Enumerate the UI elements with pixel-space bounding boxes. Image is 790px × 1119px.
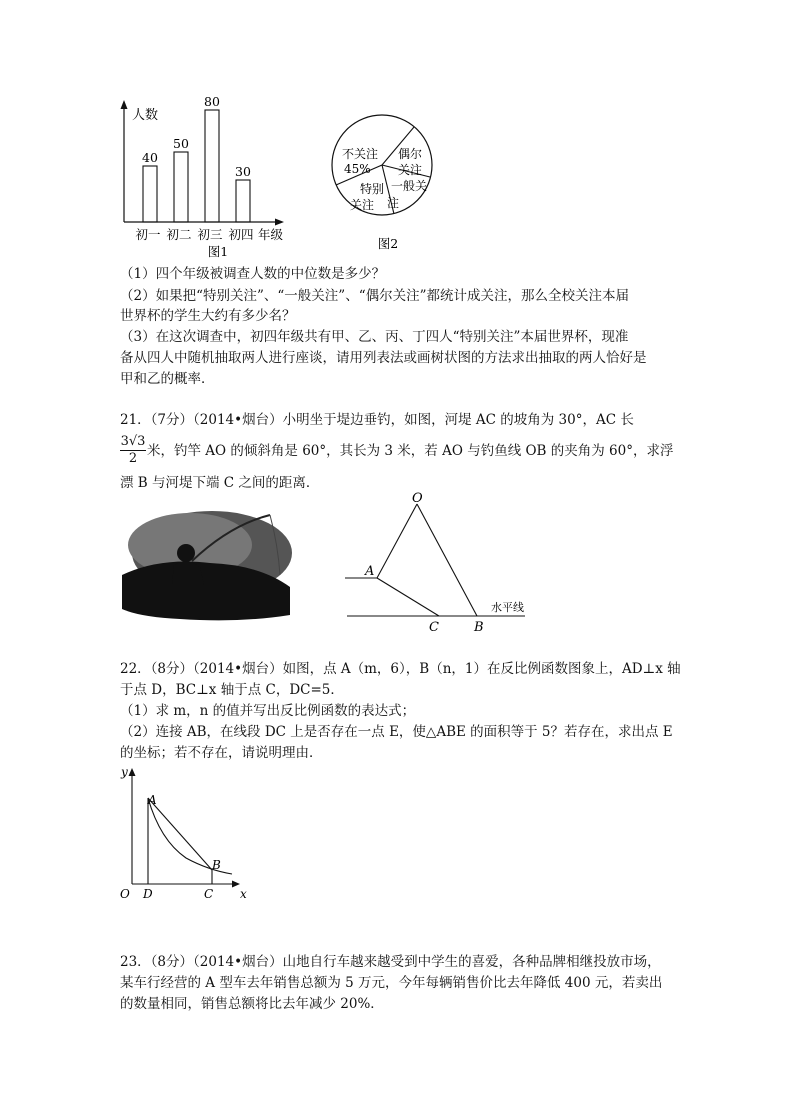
segment-OB	[417, 504, 477, 616]
horizontal-line-label: 水平线	[491, 601, 524, 614]
q20-part2-line2: 世界杯的学生大约有多少名？	[120, 308, 296, 324]
point-A-label: A	[365, 564, 375, 579]
pie-label-not-care-pct: 45%	[344, 162, 371, 176]
origin-label: O	[120, 887, 130, 901]
bar-1	[143, 166, 157, 222]
category-tick-label: 初二	[166, 227, 192, 242]
pie-label-occasional-2: 关注	[398, 163, 423, 177]
category-tick-label: 初一	[135, 227, 161, 242]
bar-value-label: 80	[204, 94, 220, 109]
q20-part1: （1）四个年级被调查人数的中位数是多少？	[120, 266, 386, 282]
q21-line3: 漂 B 与河堤下端 C 之间的距离．	[120, 475, 320, 491]
q23-line1: 23．（8分）（2014•烟台）山地自行车越来越受到中学生的喜爱，各种品牌相继投放市场，	[120, 954, 661, 970]
bar-value-label: 50	[173, 136, 189, 151]
point-C-label: C	[204, 887, 214, 901]
x-axis-arrow	[232, 881, 240, 888]
point-O-label: O	[412, 491, 423, 506]
category-tick-label: 初三	[197, 227, 223, 242]
pie-chart-figure	[330, 110, 440, 260]
q23-line2: 某车行经营的 A 型车去年销售总额为 5 万元，今年每辆销售价比去年降低 400 元，若卖出	[120, 975, 663, 991]
q21-fraction	[120, 434, 146, 467]
x-axis-arrow	[275, 219, 284, 226]
q20-part3-line1: （3）在这次调查中，初四年级共有甲、乙、丙、丁四人“特别关注”本届世界杯，现准	[120, 329, 629, 345]
q21-line2: 米，钓竿 AO 的倾斜角是 60°，其长为 3 米，若 AO 与钓鱼线 OB 的夹角为 60°，求浮	[147, 443, 674, 459]
category-tick-label: 初四	[228, 227, 254, 242]
pie-label-special-1: 特别	[360, 182, 385, 196]
bar-value-label: 40	[142, 150, 158, 165]
y-axis-label: y	[121, 765, 128, 779]
bar-chart-figure	[110, 92, 300, 262]
segment-AO	[377, 504, 417, 578]
q20-part2-line1: （2）如果把“特别关注”、“一般关注”、“偶尔关注”都统计成关注，那么全校关注本届	[120, 288, 629, 304]
q20-part3-line2: 备从四人中随机抽取两人进行座谈，请用列表法或画树状图的方法求出抽取的两人恰好是	[120, 350, 647, 366]
q22-diagram	[116, 762, 256, 902]
point-A-label: A	[148, 793, 157, 807]
pie-label-general-1: 一般关	[391, 179, 428, 193]
point-B-label: B	[212, 858, 221, 872]
pie-label-not-care: 不关注	[342, 147, 379, 161]
bar-3	[205, 110, 219, 222]
q21-diagram	[335, 490, 535, 638]
point-B-label: B	[474, 620, 484, 635]
q22-part1: （1）求 m，n 的值并写出反比例函数的表达式；	[120, 703, 416, 719]
figure-2-caption: 图2	[377, 236, 399, 251]
bar-value-label: 30	[235, 164, 251, 179]
segment-AB	[148, 798, 212, 870]
q23-line3: 的数量相同，销售总额将比去年减少 20%．	[120, 996, 384, 1012]
q20-part3-line3: 甲和乙的概率．	[120, 371, 215, 387]
q22-part2-line2: 的坐标；若不存在，请说明理由．	[120, 745, 323, 761]
q21-fraction-denominator: 2	[128, 451, 138, 466]
photo-fisherman-head	[177, 544, 195, 562]
point-C-label: C	[429, 620, 439, 635]
x-axis-label: 年级	[258, 227, 284, 242]
x-axis-label: x	[240, 887, 247, 901]
q21-fraction-numerator: 3√3	[120, 434, 146, 449]
bar-2	[174, 152, 188, 222]
q22-line2: 于点 D，BC⊥x 轴于点 C，DC=5．	[120, 682, 344, 698]
pie-label-occasional-1: 偶尔	[398, 147, 423, 161]
bar-4	[236, 180, 250, 222]
point-D-label: D	[143, 887, 153, 901]
fisherman-photo	[120, 505, 292, 623]
figure-1-caption: 图1	[207, 244, 229, 259]
pie-label-general-2: 注	[387, 196, 400, 210]
q22-line1: 22．（8分）（2014•烟台）如图，点 A（m，6），B（n，1）在反比例函数图象上，AD⊥x 轴	[120, 661, 681, 677]
y-axis-arrow	[129, 768, 136, 776]
pie-label-special-2: 关注	[350, 198, 375, 212]
q22-part2-line1: （2）连接 AB，在线段 DC 上是否存在一点 E，使△ABE 的面积等于 5？若存在，求出点 E	[120, 724, 673, 740]
segment-AC	[377, 578, 439, 616]
y-axis-label: 人数	[132, 108, 159, 123]
y-axis-arrow	[121, 100, 128, 109]
q21-line1: 21．（7分）（2014•烟台）小明坐于堤边垂钓，如图，河堤 AC 的坡角为 30°，AC 长	[120, 412, 634, 428]
